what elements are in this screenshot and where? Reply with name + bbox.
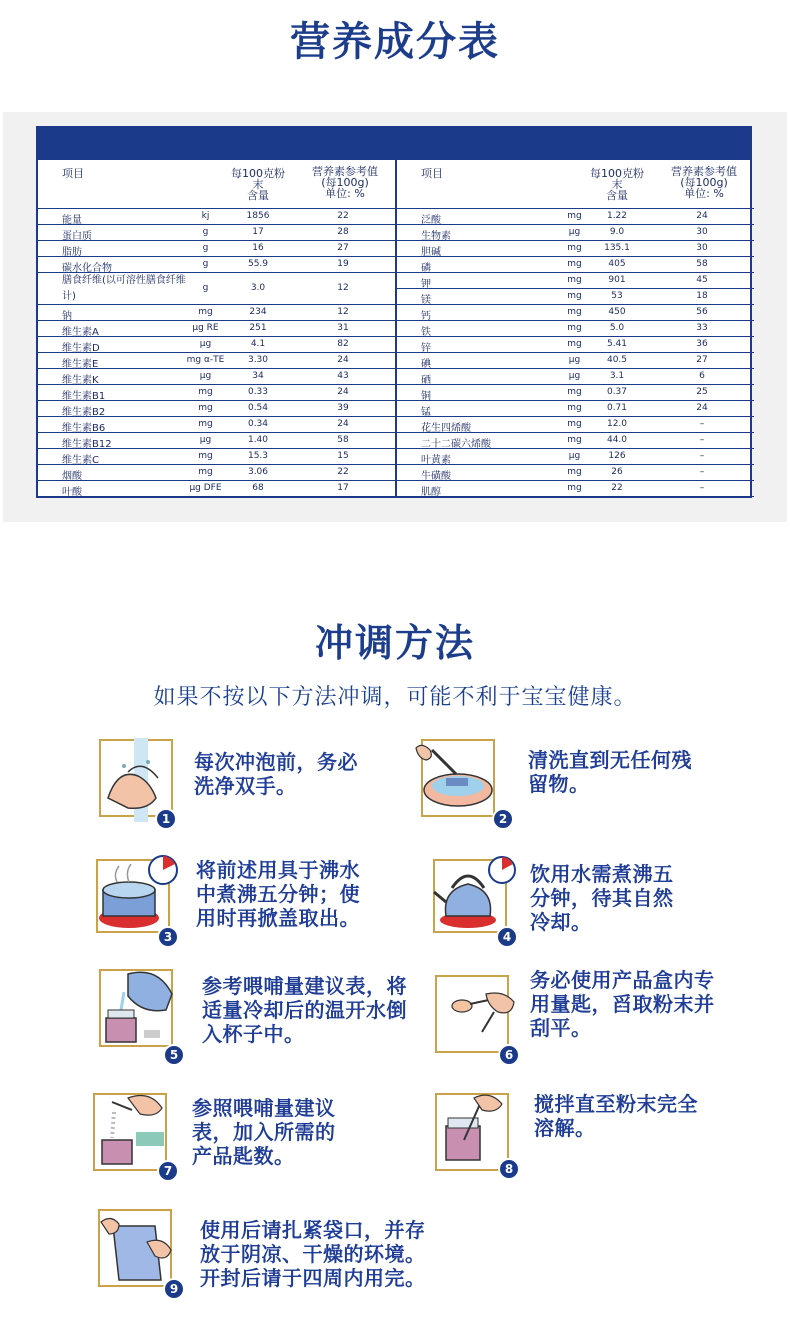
nutrient-name: 二十二碳六烯酸 xyxy=(421,439,491,450)
nutrient-name: 磷 xyxy=(421,263,431,274)
table-row xyxy=(38,321,395,337)
nutrient-value: 68 xyxy=(252,483,264,493)
step-text: 务必使用产品盒内专 用量匙，舀取粉末并 刮平。 xyxy=(530,968,715,1040)
step-number-badge: 9 xyxy=(163,1278,185,1300)
nutrient-ref: 15 xyxy=(337,451,349,461)
nutrient-unit: g xyxy=(202,283,209,293)
table-row xyxy=(397,337,754,353)
nutrient-unit: g xyxy=(202,259,209,269)
nutrient-unit: mg xyxy=(567,419,582,429)
table-row xyxy=(397,257,754,273)
nutrient-unit: mg xyxy=(567,275,582,285)
nutrient-ref: 28 xyxy=(337,227,349,237)
step-text: 使用后请扎紧袋口，并存 放于阴凉、干燥的环境。 开封后请于四周内用完。 xyxy=(200,1218,426,1290)
nutrient-value: 234 xyxy=(249,307,267,317)
step-number-badge: 5 xyxy=(163,1044,185,1066)
nutrient-value: 9.0 xyxy=(609,227,625,237)
table-row xyxy=(397,369,754,385)
step-number-badge: 2 xyxy=(492,808,514,830)
step-number-badge: 7 xyxy=(157,1160,179,1182)
nutrient-ref: 17 xyxy=(337,483,349,493)
nutrient-unit: mg xyxy=(567,243,582,253)
header-item: 项目 xyxy=(421,167,443,180)
nutrient-unit: g xyxy=(202,227,209,237)
nutrient-unit: μg xyxy=(568,451,581,461)
column-headers xyxy=(397,160,754,209)
nutrient-unit: μg RE xyxy=(192,323,219,333)
step-text: 将前述用具于沸水 中煮沸五分钟；使 用时再掀盖取出。 xyxy=(196,858,360,930)
table-row xyxy=(38,273,395,305)
nutrient-unit: mg xyxy=(567,403,582,413)
nutrient-value: 15.3 xyxy=(247,451,269,461)
table-row xyxy=(38,369,395,385)
step-text: 清洗直到无任何残 留物。 xyxy=(528,748,692,796)
step-number-badge: 6 xyxy=(498,1044,520,1066)
nutrient-name: 钠 xyxy=(62,311,72,322)
nutrient-value: 1.40 xyxy=(247,435,269,445)
table-row xyxy=(38,417,395,433)
header-ref: 营养素参考值 (每100g) 单位: % xyxy=(671,165,737,200)
nutrient-ref: 56 xyxy=(696,307,708,317)
nutrient-value: 44.0 xyxy=(606,435,628,445)
nutrient-name: 维生素B2 xyxy=(62,407,106,418)
nutrient-name: 蛋白质 xyxy=(62,231,92,242)
nutrient-name: 锰 xyxy=(421,407,431,418)
nutrition-table-left xyxy=(38,160,397,496)
nutrient-unit: mg xyxy=(567,435,582,445)
nutrient-ref: 39 xyxy=(337,403,349,413)
column-headers xyxy=(38,160,395,209)
nutrient-ref: 24 xyxy=(696,211,708,221)
nutrient-ref: 27 xyxy=(337,243,349,253)
nutrient-ref: 24 xyxy=(696,403,708,413)
nutrient-unit: mg xyxy=(198,451,213,461)
nutrient-name: 维生素D xyxy=(62,343,100,354)
nutrient-value: 34 xyxy=(252,371,264,381)
nutrient-ref: 30 xyxy=(696,243,708,253)
table-row xyxy=(397,353,754,369)
nutrient-value: 0.37 xyxy=(606,387,628,397)
nutrient-name: 碳水化合物 xyxy=(62,263,112,274)
nutrient-name: 锌 xyxy=(421,343,431,354)
nutrient-value: 5.0 xyxy=(609,323,625,333)
table-row xyxy=(38,257,395,273)
step-number-badge: 4 xyxy=(496,926,518,948)
nutrient-value: 0.34 xyxy=(247,419,269,429)
nutrient-name: 生物素 xyxy=(421,231,451,242)
nutrient-name: 铜 xyxy=(421,391,431,402)
table-row xyxy=(38,449,395,465)
nutrient-ref: 19 xyxy=(337,259,349,269)
nutrient-ref: – xyxy=(699,435,705,445)
table-row xyxy=(38,481,395,497)
nutrition-table-right xyxy=(397,160,754,496)
header-ref: 营养素参考值 (每100g) 单位: % xyxy=(312,165,378,200)
nutrient-value: 26 xyxy=(611,467,623,477)
nutrient-ref: 45 xyxy=(696,275,708,285)
nutrient-ref: – xyxy=(699,483,705,493)
nutrient-value: 5.41 xyxy=(606,339,628,349)
nutrient-unit: μg xyxy=(199,339,212,349)
nutrient-unit: mg xyxy=(198,403,213,413)
nutrient-value: 450 xyxy=(608,307,626,317)
nutrient-ref: – xyxy=(699,451,705,461)
nutrient-value: 0.54 xyxy=(247,403,269,413)
nutrient-unit: mg xyxy=(567,211,582,221)
nutrient-ref: 58 xyxy=(696,259,708,269)
nutrient-ref: 22 xyxy=(337,211,349,221)
header-per100: 每100克粉末 含量 xyxy=(590,167,644,202)
nutrient-value: 135.1 xyxy=(604,243,630,253)
nutrient-unit: g xyxy=(202,243,209,253)
nutrient-name: 维生素B12 xyxy=(62,439,112,450)
nutrient-value: 3.30 xyxy=(247,355,269,365)
nutrient-unit: mg xyxy=(567,291,582,301)
table-row xyxy=(38,353,395,369)
nutrient-ref: 36 xyxy=(696,339,708,349)
nutrient-unit: mg xyxy=(567,259,582,269)
nutrient-value: 55.9 xyxy=(247,259,269,269)
table-row xyxy=(397,321,754,337)
prep-title: 冲调方法 xyxy=(314,621,475,665)
table-row xyxy=(38,305,395,321)
nutrient-unit: μg xyxy=(568,227,581,237)
nutrient-name: 能量 xyxy=(62,215,82,226)
nutrient-name: 叶黄素 xyxy=(421,455,451,466)
seal-bag-icon xyxy=(97,1206,181,1290)
bowl-wash-icon xyxy=(412,738,496,822)
nutrient-name: 钾 xyxy=(421,279,431,290)
nutrient-name: 脂肪 xyxy=(62,247,82,258)
nutrient-name: 维生素C xyxy=(62,455,99,466)
header-per100: 每100克粉末 含量 xyxy=(231,167,285,202)
nutrient-value: 0.33 xyxy=(247,387,269,397)
nutrient-name: 维生素B1 xyxy=(62,391,106,402)
nutrient-value: 4.1 xyxy=(250,339,266,349)
nutrient-name: 维生素K xyxy=(62,375,99,386)
nutrient-name: 钙 xyxy=(421,311,431,322)
nutrition-table xyxy=(36,126,752,498)
nutrient-unit: μg DFE xyxy=(189,483,222,493)
table-row xyxy=(38,241,395,257)
nutrient-name: 维生素A xyxy=(62,327,99,338)
table-row xyxy=(38,225,395,241)
nutrient-name: 烟酸 xyxy=(62,471,82,482)
nutrient-unit: mg xyxy=(198,307,213,317)
nutrient-ref: – xyxy=(699,467,705,477)
nutrient-value: 901 xyxy=(608,275,626,285)
table-row xyxy=(397,449,754,465)
nutrient-ref: 43 xyxy=(337,371,349,381)
step-text: 每次冲泡前，务必 洗净双手。 xyxy=(194,750,358,798)
nutrient-name: 铁 xyxy=(421,327,431,338)
table-row xyxy=(397,289,754,305)
nutrient-name: 肌醇 xyxy=(421,487,441,498)
nutrient-unit: mg xyxy=(198,419,213,429)
nutrient-unit: mg xyxy=(567,323,582,333)
nutrient-name: 硒 xyxy=(421,375,431,386)
step-number-badge: 8 xyxy=(498,1158,520,1180)
nutrient-name: 碘 xyxy=(421,359,431,370)
nutrient-unit: μg xyxy=(568,355,581,365)
nutrient-unit: kj xyxy=(201,211,210,221)
nutrient-value: 53 xyxy=(611,291,623,301)
step-number-badge: 3 xyxy=(157,926,179,948)
nutrient-name: 花生四烯酸 xyxy=(421,423,471,434)
table-row xyxy=(397,241,754,257)
header-item: 项目 xyxy=(62,167,84,180)
nutrient-value: 251 xyxy=(249,323,267,333)
nutrition-title: 营养成分表 xyxy=(290,19,500,65)
nutrient-unit: μg xyxy=(199,371,212,381)
pour-water-icon xyxy=(98,966,182,1050)
nutrient-unit: mg xyxy=(198,467,213,477)
nutrient-ref: 12 xyxy=(337,307,349,317)
nutrient-ref: 33 xyxy=(696,323,708,333)
step-text: 搅拌直至粉末完全 溶解。 xyxy=(534,1092,698,1140)
table-row xyxy=(397,305,754,321)
nutrient-value: 3.1 xyxy=(609,371,625,381)
nutrient-ref: 6 xyxy=(699,371,705,381)
nutrient-name: 维生素B6 xyxy=(62,423,106,434)
nutrient-ref: 30 xyxy=(696,227,708,237)
nutrient-ref: 24 xyxy=(337,387,349,397)
nutrient-ref: 82 xyxy=(337,339,349,349)
nutrient-unit: μg xyxy=(568,371,581,381)
table-row xyxy=(397,401,754,417)
table-row xyxy=(397,209,754,225)
step-text: 参照喂哺量建议 表，加入所需的 产品匙数。 xyxy=(192,1096,336,1168)
table-row xyxy=(397,225,754,241)
nutrient-value: 22 xyxy=(611,483,623,493)
table-header-bar xyxy=(38,128,750,160)
table-row xyxy=(38,433,395,449)
table-row xyxy=(397,417,754,433)
step-text: 饮用水需煮沸五 分钟，待其自然 冷却。 xyxy=(530,862,674,934)
nutrient-value: 12.0 xyxy=(606,419,628,429)
table-row xyxy=(397,273,754,289)
nutrient-ref: 18 xyxy=(696,291,708,301)
nutrient-ref: 22 xyxy=(337,467,349,477)
nutrient-ref: – xyxy=(699,419,705,429)
nutrient-unit: mg xyxy=(567,387,582,397)
nutrient-ref: 24 xyxy=(337,355,349,365)
nutrient-unit: mg α-TE xyxy=(186,355,225,365)
nutrient-value: 126 xyxy=(608,451,626,461)
nutrient-value: 3.06 xyxy=(247,467,269,477)
nutrient-value: 17 xyxy=(252,227,264,237)
nutrient-ref: 58 xyxy=(337,435,349,445)
table-row xyxy=(38,337,395,353)
nutrient-name: 镁 xyxy=(421,295,431,306)
nutrient-value: 0.71 xyxy=(606,403,628,413)
nutrient-value: 40.5 xyxy=(606,355,628,365)
nutrient-ref: 31 xyxy=(337,323,349,333)
nutrient-name: 泛酸 xyxy=(421,215,441,226)
nutrient-ref: 12 xyxy=(337,283,349,293)
table-row xyxy=(38,209,395,225)
step-number-badge: 1 xyxy=(155,808,177,830)
nutrient-ref: 27 xyxy=(696,355,708,365)
nutrient-unit: mg xyxy=(567,483,582,493)
nutrient-unit: mg xyxy=(198,387,213,397)
nutrient-unit: μg xyxy=(199,435,212,445)
table-row xyxy=(397,385,754,401)
table-row xyxy=(397,465,754,481)
nutrient-ref: 25 xyxy=(696,387,708,397)
nutrient-value: 1.22 xyxy=(606,211,628,221)
nutrient-unit: mg xyxy=(567,307,582,317)
nutrient-name: 膳食纤维(以可溶性膳食纤维计) xyxy=(62,275,186,302)
table-row xyxy=(38,385,395,401)
nutrient-value: 3.0 xyxy=(250,283,266,293)
nutrient-ref: 24 xyxy=(337,419,349,429)
nutrient-name: 胆碱 xyxy=(421,247,441,258)
nutrient-name: 牛磺酸 xyxy=(421,471,451,482)
nutrient-value: 16 xyxy=(252,243,264,253)
nutrient-unit: mg xyxy=(567,339,582,349)
step-text: 参考喂哺量建议表，将 适量冷却后的温开水倒 入杯子中。 xyxy=(202,974,407,1046)
nutrient-unit: mg xyxy=(567,467,582,477)
table-row xyxy=(397,481,754,497)
table-row xyxy=(38,465,395,481)
table-row xyxy=(38,401,395,417)
table-row xyxy=(397,433,754,449)
nutrient-value: 1856 xyxy=(246,211,270,221)
nutrient-name: 维生素E xyxy=(62,359,99,370)
nutrient-value: 405 xyxy=(608,259,626,269)
nutrient-name: 叶酸 xyxy=(62,487,82,498)
prep-subtitle: 如果不按以下方法冲调，可能不利于宝宝健康。 xyxy=(153,685,637,710)
